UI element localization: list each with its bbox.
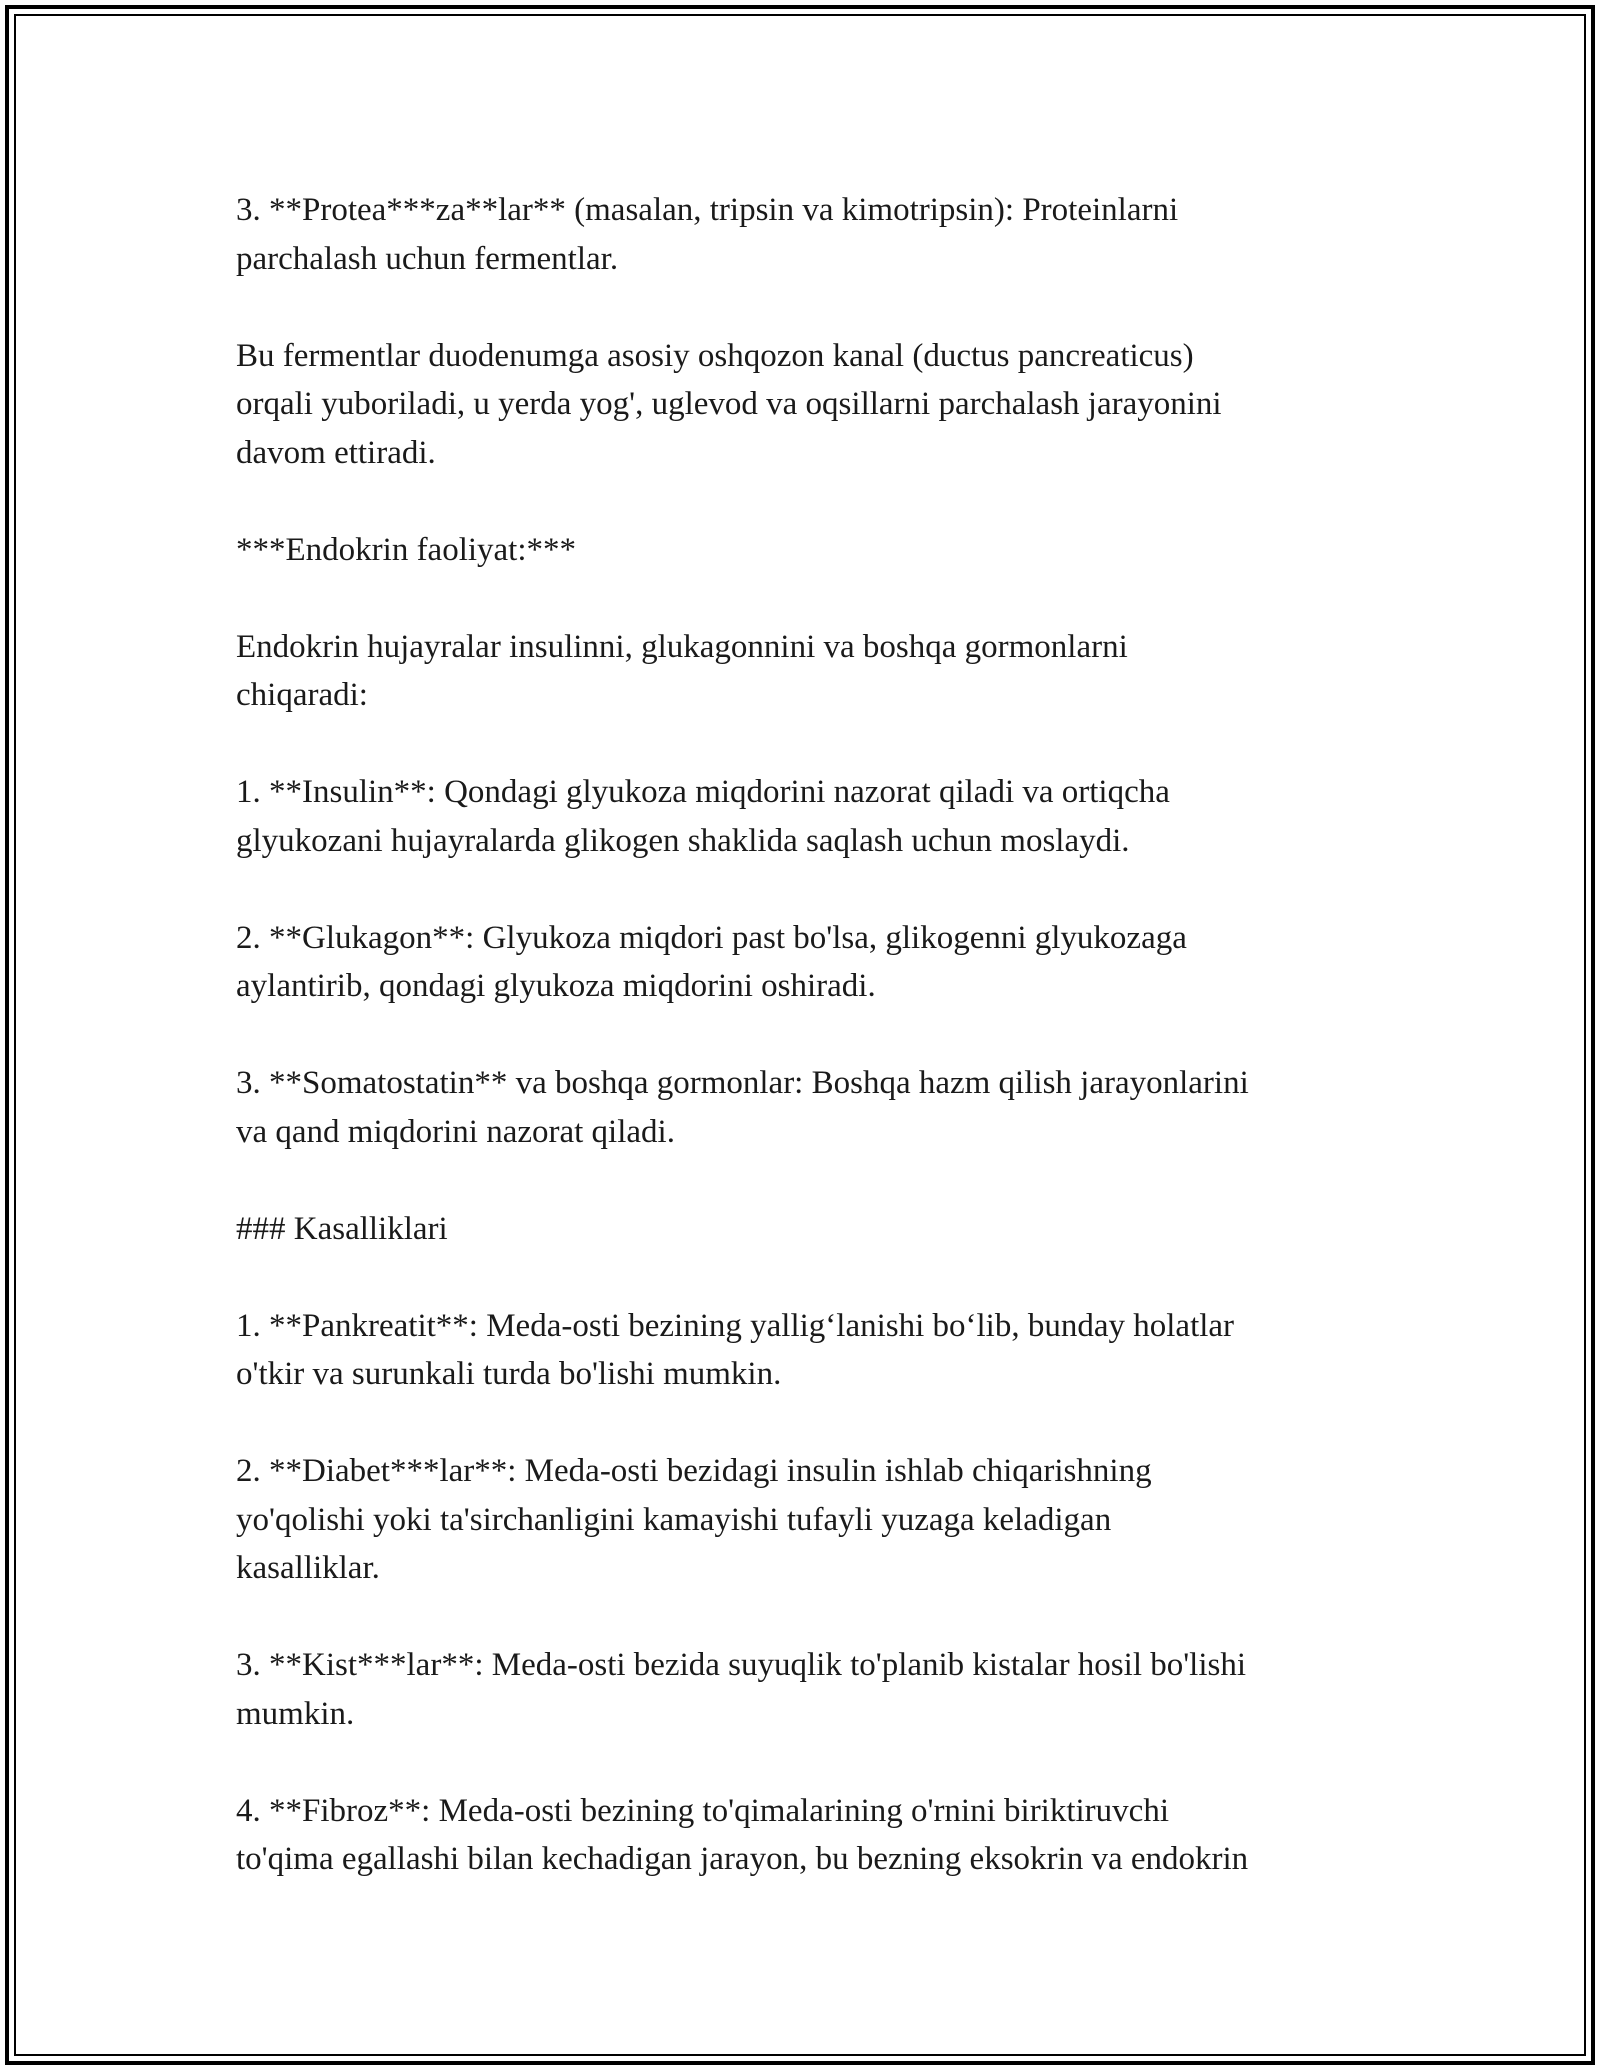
text-line: 1. **Pankreatit**: Meda-osti bezining yallig‘lanishi bo‘lib, bunday holatlar — [236, 1307, 1235, 1344]
paragraph — [236, 914, 1386, 1011]
paragraph — [236, 332, 1386, 478]
document-body — [236, 186, 1386, 1884]
paragraph — [236, 1787, 1386, 1884]
text-line: 2. **Diabet***lar**: Meda-osti bezidagi insulin ishlab chiqarishning — [236, 1453, 1152, 1489]
text-line: yo'qolishi yoki ta'sirchanligini kamayishi tufayli yuzaga keladigan — [236, 1501, 1112, 1538]
paragraph — [236, 1302, 1386, 1399]
paragraph — [236, 1447, 1386, 1593]
text-line: davom ettiradi. — [236, 434, 436, 471]
text-line: parchalash uchun fermentlar. — [236, 240, 619, 277]
paragraph — [236, 526, 1386, 575]
text-line: 3. **Protea***za**lar** (masalan, tripsin va kimotripsin): Proteinlarni — [236, 192, 1179, 228]
text-line: orqali yuboriladi, u yerda yog', uglevod va oqsillarni parchalash jarayonini — [236, 386, 1222, 422]
text-line: chiqaradi: — [236, 677, 368, 713]
paragraph — [236, 186, 1386, 283]
text-line: Bu fermentlar duodenumga asosiy oshqozon kanal (ductus pancreaticus) — [236, 337, 1194, 374]
text-line: 4. **Fibroz**: Meda-osti bezining to'qimalarining o'rnini biriktiruvchi — [236, 1792, 1169, 1829]
paragraph — [236, 623, 1386, 720]
text-line: mumkin. — [236, 1695, 355, 1732]
text-line: 2. **Glukagon**: Glyukoza miqdori past bo'lsa, glikogenni glyukozaga — [236, 919, 1187, 956]
paragraph — [236, 1205, 1386, 1254]
paragraph — [236, 768, 1386, 865]
paragraph — [236, 1059, 1386, 1156]
text-line: ***Endokrin faoliyat:*** — [236, 531, 577, 568]
text-line: 1. **Insulin**: Qondagi glyukoza miqdorini nazorat qiladi va ortiqcha — [236, 774, 1170, 810]
text-line: aylantirib, qondagi glyukoza miqdorini oshiradi. — [236, 968, 876, 1004]
text-line: o'tkir va surunkali turda bo'lishi mumkin. — [236, 1356, 782, 1392]
text-line: kasalliklar. — [236, 1550, 380, 1586]
text-line: 3. **Kist***lar**: Meda-osti bezida suyuqlik to'planib kistalar hosil bo'lishi — [236, 1647, 1247, 1683]
text-line: va qand miqdorini nazorat qiladi. — [236, 1113, 675, 1150]
text-line: glyukozani hujayralarda glikogen shaklida saqlash uchun moslaydi. — [236, 822, 1130, 859]
paragraph — [236, 1641, 1386, 1738]
text-line: ### Kasalliklari — [236, 1210, 448, 1247]
text-line: Endokrin hujayralar insulinni, glukagonnini va boshqa gormonlarni — [236, 628, 1128, 665]
text-line: 3. **Somatostatin** va boshqa gormonlar: Boshqa hazm qilish jarayonlarini — [236, 1065, 1249, 1101]
text-line: to'qima egallashi bilan kechadigan jarayon, bu bezning eksokrin va endokrin — [236, 1841, 1249, 1877]
